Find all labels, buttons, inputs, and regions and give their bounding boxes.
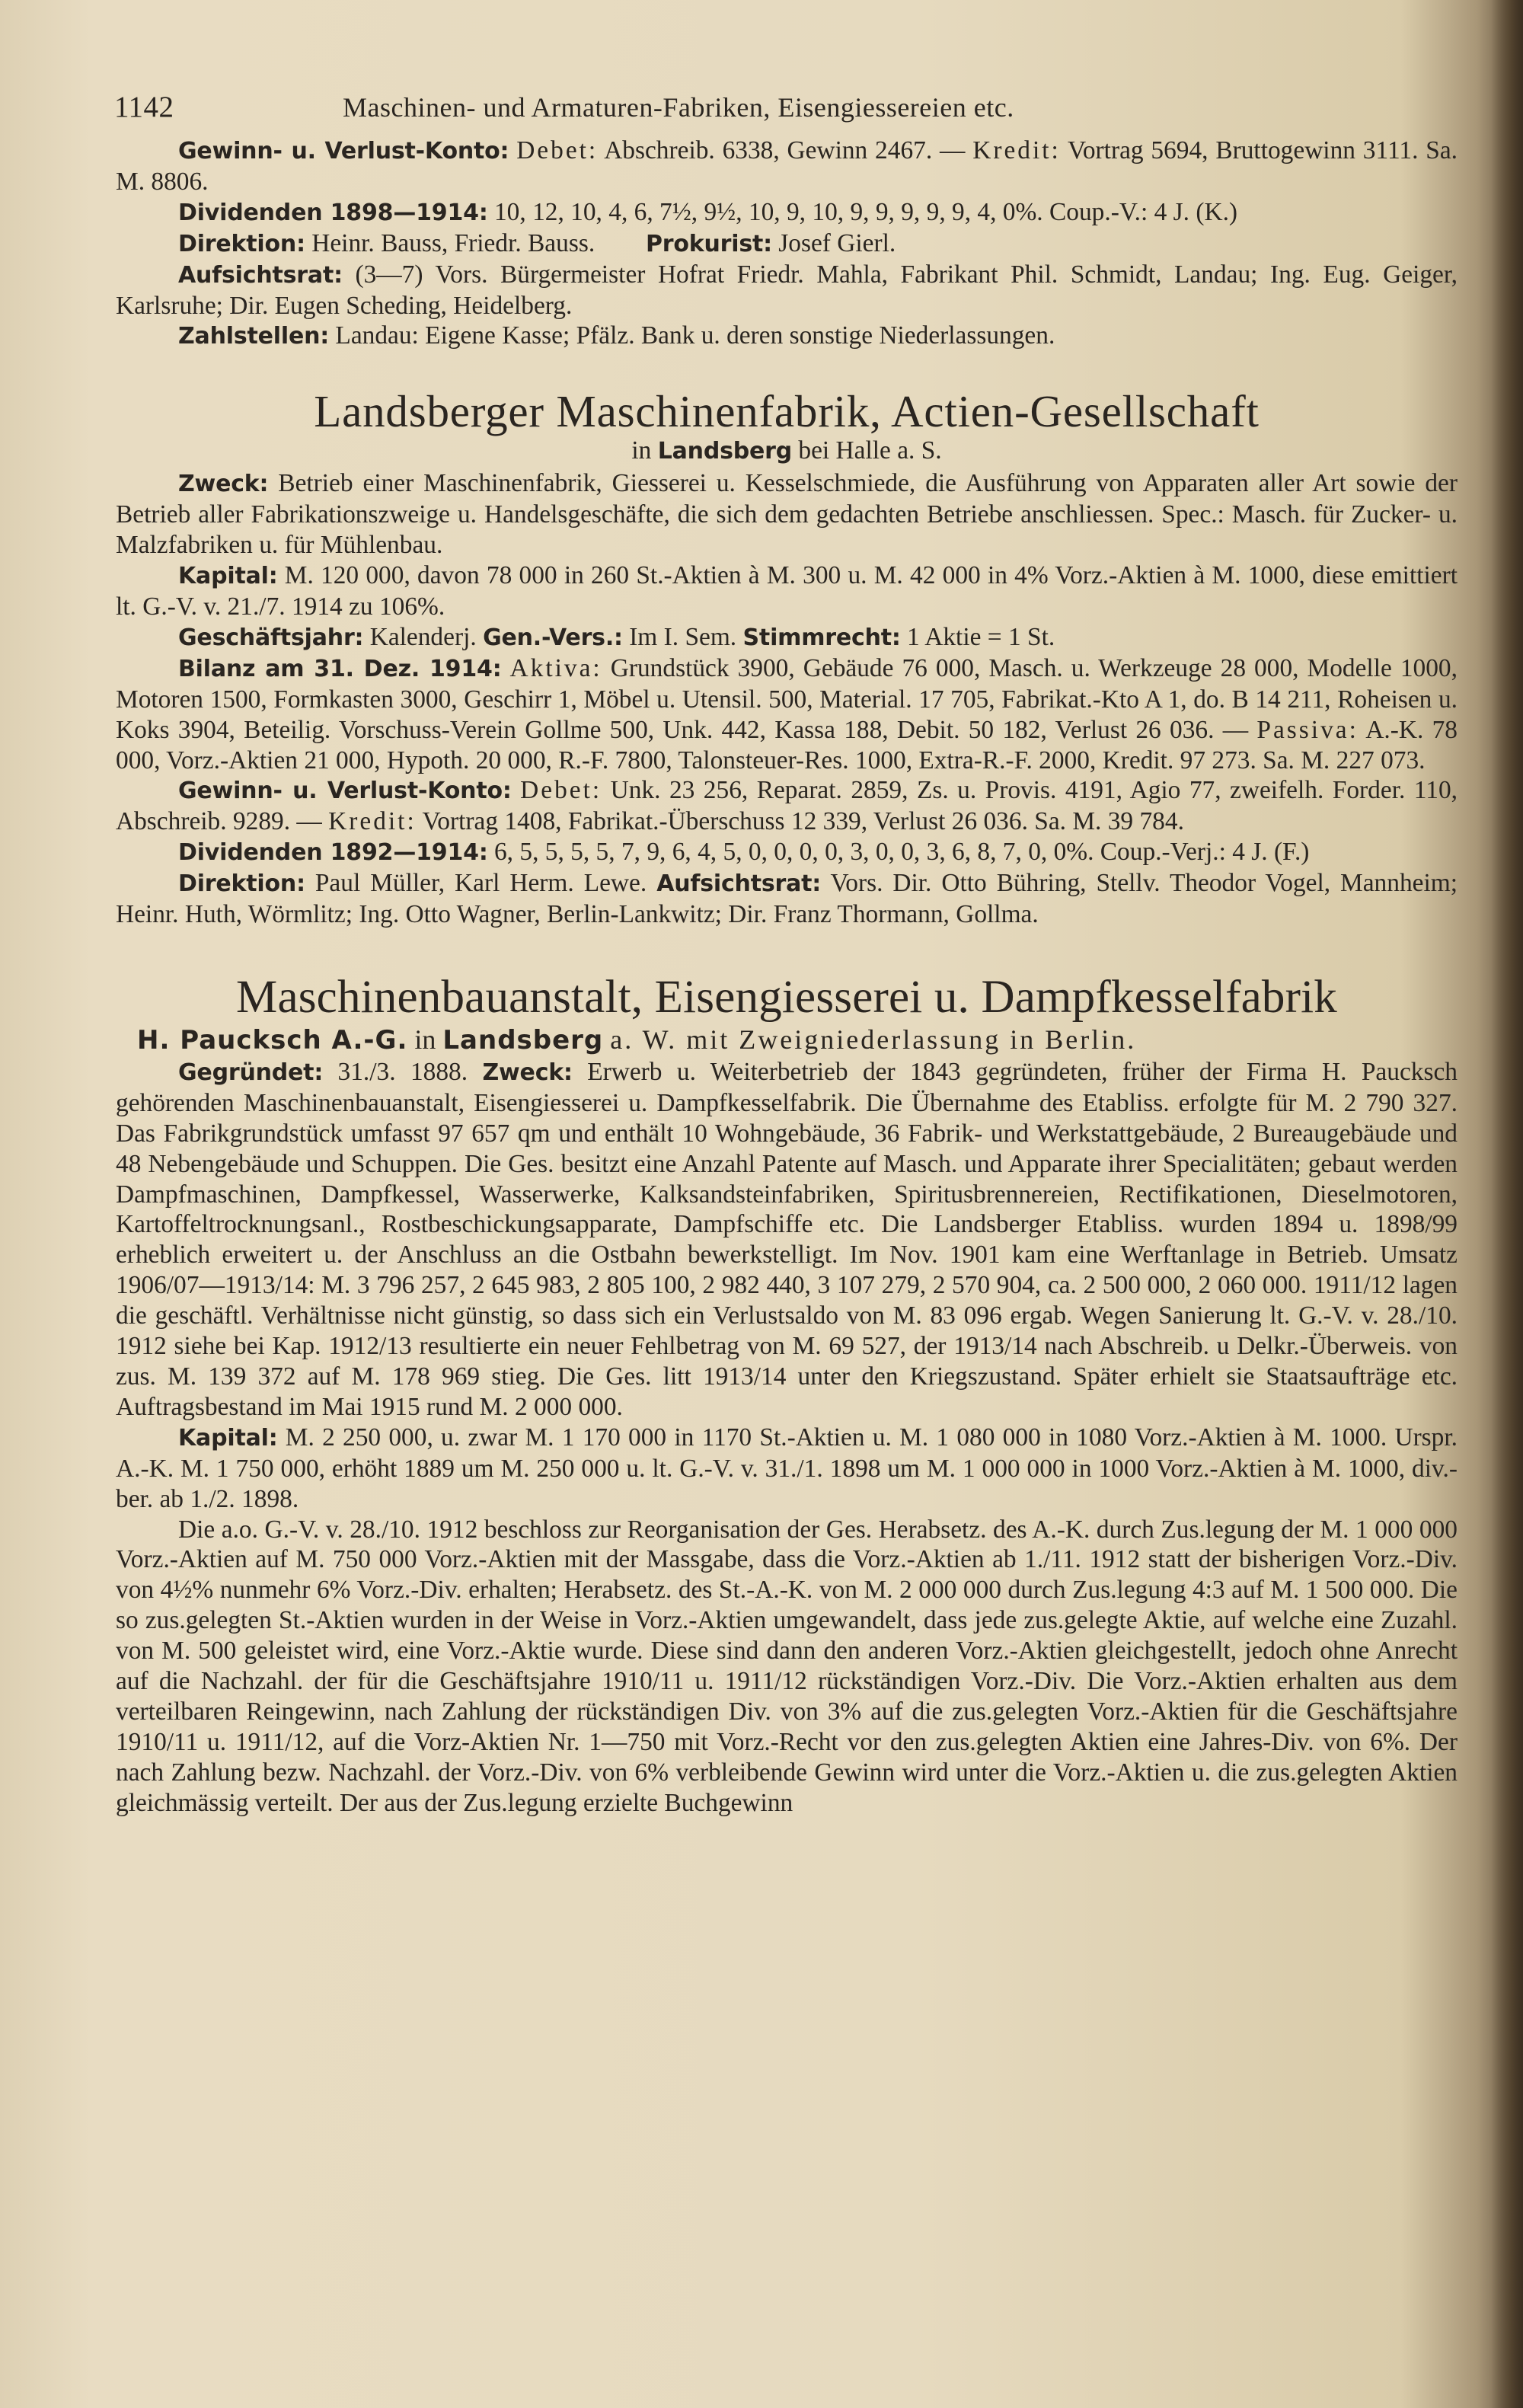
- book-gutter-edge: [1491, 0, 1523, 2408]
- landsberger-management: Direktion: Paul Müller, Karl Herm. Lewe. Aufsichtsrat: Vors. Dir. Otto Bühring, Stellv. Theodor Vogel, Mannheim; Heinr. Huth, Wörmlitz; Ing. Otto Wagner, Berlin-Lankwitz; Dir. Franz Thormann, Gollma.: [116, 869, 1458, 929]
- company-location-landsberger: in Landsberg bei Halle a. S.: [631, 436, 942, 465]
- landsberger-fiscal-year: Geschäftsjahr: Kalenderj. Gen.-Vers.: Im I. Sem. Stimmrecht: 1 Aktie = 1 St.: [178, 622, 1055, 651]
- prev-supervisory-board: Aufsichtsrat: (3—7) Vors. Bürgermeister Hofrat Friedr. Mahla, Fabrikant Phil. Schmidt, Landau; Ing. Eug. Geiger, Karlsruhe; Dir. Eugen Scheding, Heidelberg.: [116, 260, 1458, 320]
- landsberger-capital: Kapital: M. 120 000, davon 78 000 in 260 St.-Aktien à M. 300 u. M. 42 000 in 4% Vorz.-Aktien à M. 1000, diese emittiert lt. G.-V. v. 21./7. 1914 zu 106%.: [116, 561, 1458, 621]
- landsberger-purpose: Zweck: Betrieb einer Maschinenfabrik, Giesserei u. Kesselschmiede, die Ausführung von Apparaten aller Art sowie der Betrieb aller Fabrikationszweige u. Handelsgeschäfte, die sich dem gedachten Betriebe anschliessen. Spec.: Masch. für Zucker- u. Malzfabriken u. für Mühlenbau.: [116, 469, 1458, 560]
- prev-management: Direktion: Heinr. Bauss, Friedr. Bauss. Prokurist: Josef Gierl.: [178, 228, 896, 257]
- company-location-paucksch: H. Paucksch A.-G. in Landsberg a. W. mit Zweigniederlassung in Berlin.: [137, 1024, 1137, 1055]
- paucksch-founding-purpose: Gegründet: 31./3. 1888. Zweck: Erwerb u. Weiterbetrieb der 1843 gegründeten, früher der Firma H. Paucksch gehörenden Maschinenbauanstalt, Eisengiesserei u. Dampfkesselfabrik. Die Übernahme des Etabliss. erfolgte für M. 2 790 327. Das Fabrikgrundstück umfasst 97 657 qm und enthält 10 Wohngebäude, 36 Fabrik- und Werkstattgebäude, 2 Bureaugebäude und 48 Nebengebäude und Schuppen. Die Ges. besitzt eine Anzahl Patente auf Masch. und Apparate ihrer Specialitäten; gebaut werden Dampfmaschinen, Dampfkessel, Wasserwerke, Kalksandsteinfabriken, Spiritusbrennereien, Rectifikationen, Dieselmotoren, Kartoffeltrocknungsanl., Rostbeschickungsapparate, Dampfschiffe etc. Die Landsberger Etabliss. wurden 1894 u. 1898/99 erheblich erweitert u. der Anschluss an die Ostbahn bewerkstelligt. Im Nov. 1901 kam eine Werftanlage in Betrieb. Umsatz 1906/07—1913/14: M. 3 796 257, 2 645 983, 2 805 100, 2 982 440, 3 107 279, 2 570 904, ca. 2 500 000, 2 060 000. 1911/12 lagen die geschäftl. Verhältnisse nicht günstig, so dass sich ein Verlustsaldo von M. 83 096 ergab. Wegen Sanierung lt. G.-V. v. 28./10. 1912 siehe bei Kap. 1912/13 resultierte ein neuer Fehlbetrag von M. 69 527, der 1913/14 nach Abschreib. u Delkr.-Überweis. von zus. M. 139 372 auf M. 178 969 stieg. Die Ges. litt 1913/14 unter den Kriegszustand. Später erhielt sie Staatsaufträge etc. Auftragsbestand im Mai 1915 rund M. 2 000 000.: [116, 1057, 1458, 1421]
- landsberger-dividends: Dividenden 1892—1914: 6, 5, 5, 5, 5, 7, 9, 6, 4, 5, 0, 0, 0, 0, 3, 0, 0, 3, 6, 8, 7, 0, 0%. Coup.-Verj.: 4 J. (F.): [178, 838, 1310, 867]
- running-head: [114, 90, 1454, 124]
- page-body: [116, 136, 1458, 1819]
- company-title-paucksch: Maschinenbauanstalt, Eisengiesserei u. Dampfkesselfabrik: [236, 971, 1337, 1023]
- paucksch-reorganisation: Die a.o. G.-V. v. 28./10. 1912 beschloss zur Reorganisation der Ges. Herabsetz. des A.-K. durch Zus.legung der M. 1 000 000 Vorz.-Aktien auf M. 750 000 Vorz.-Aktien mit der Massgabe, dass die Vorz.-Aktien ab 1./11. 1912 statt der bisherigen Vorz.-Div. von 4½% nunmehr 6% Vorz.-Div. erhalten; Herabsetz. des St.-A.-K. von M. 2 000 000 durch Zus.legung 4:3 auf M. 1 500 000. Die so zus.gelegten St.-Aktien wurden in der Weise in Vorz.-Aktien umgewandelt, dass jede zus.gelegte Aktie, auf welche eine Zuzahl. von M. 500 geleistet wird, eine Vorz.-Aktie wurde. Diese sind dann den anderen Vorz.-Aktien gleichgestellt, jedoch ohne Anrecht auf die Nachzahl. der für die Geschäftsjahre 1910/11 u. 1911/12 rückständigen Vorz.-Div. Die Vorz.-Aktien erhalten aus dem verteilbaren Reingewinn, nach Zahlung der rückständigen Div. von 3% auf die zus.gelegten Vorz.-Aktien für die Geschäftsjahre 1910/11 u. 1911/12, auf die Vorz-Aktien Nr. 1—750 mit Vorz.-Recht vor den zus.gelegten Aktien eine Jahres-Div. von 6%. Der nach Zahlung bezw. Nachzahl. der Vorz.-Div. von 6% verbleibende Gewinn wird unter die Vorz.-Aktien u. die zus.gelegten Aktien gleichmässig verteilt. Der aus der Zus.legung erzielte Buchgewinn: [116, 1515, 1458, 1817]
- running-title: Maschinen- und Armaturen-Fabriken, Eisengiessereien etc.: [343, 92, 1014, 123]
- landsberger-balance-sheet: Bilanz am 31. Dez. 1914: Aktiva: Grundstück 3900, Gebäude 76 000, Masch. u. Werkzeuge 28 000, Modelle 1000, Motoren 1500, Formkasten 3000, Geschirr 1, Möbel u. Utensil. 500, Material. 17 705, Fabrikat.-Kto A 1, do. B 14 211, Roheisen u. Koks 3904, Beteilig. Vorschuss-Verein Gollme 500, Unk. 442, Kassa 188, Debit. 50 182, Verlust 26 036. — Passiva: A.-K. 78 000, Vorz.-Aktien 21 000, Hypoth. 20 000, R.-F. 7800, Talonsteuer-Res. 1000, Extra-R.-F. 2000, Kredit. 97 273. Sa. M. 227 073.: [116, 653, 1458, 774]
- prev-dividends: Dividenden 1898—1914: 10, 12, 10, 4, 6, 7½, 9½, 10, 9, 10, 9, 9, 9, 9, 9, 4, 0%. Coup.-V.: 4 J. (K.): [178, 197, 1238, 226]
- page-number: 1142: [114, 91, 174, 123]
- prev-profit-loss: Gewinn- u. Verlust-Konto: Debet: Abschreib. 6338, Gewinn 2467. — Kredit: Vortrag 5694, Bruttogewinn 3111. Sa. M. 8806.: [116, 136, 1458, 196]
- paucksch-capital: Kapital: M. 2 250 000, u. zwar M. 1 170 000 in 1170 St.-Aktien u. M. 1 080 000 in 1080 Vorz.-Aktien à M. 1000. Urspr. A.-K. M. 1 750 000, erhöht 1889 um M. 250 000 u. lt. G.-V. v. 31./1. 1898 um M. 1 000 000 in 1000 Vorz.-Aktien à M. 1000, div.-ber. ab 1./2. 1898.: [116, 1423, 1458, 1513]
- company-title-landsberger: Landsberger Maschinenfabrik, Actien-Gesellschaft: [314, 386, 1260, 437]
- prev-paying-agents: Zahlstellen: Landau: Eigene Kasse; Pfälz. Bank u. deren sonstige Niederlassungen.: [178, 321, 1055, 350]
- landsberger-profit-loss: Gewinn- u. Verlust-Konto: Debet: Unk. 23 256, Reparat. 2859, Zs. u. Provis. 4191, Agio 77, zweifelh. Forder. 110, Abschreib. 9289. — Kredit: Vortrag 1408, Fabrikat.-Überschuss 12 339, Verlust 26 036. Sa. M. 39 784.: [116, 776, 1458, 836]
